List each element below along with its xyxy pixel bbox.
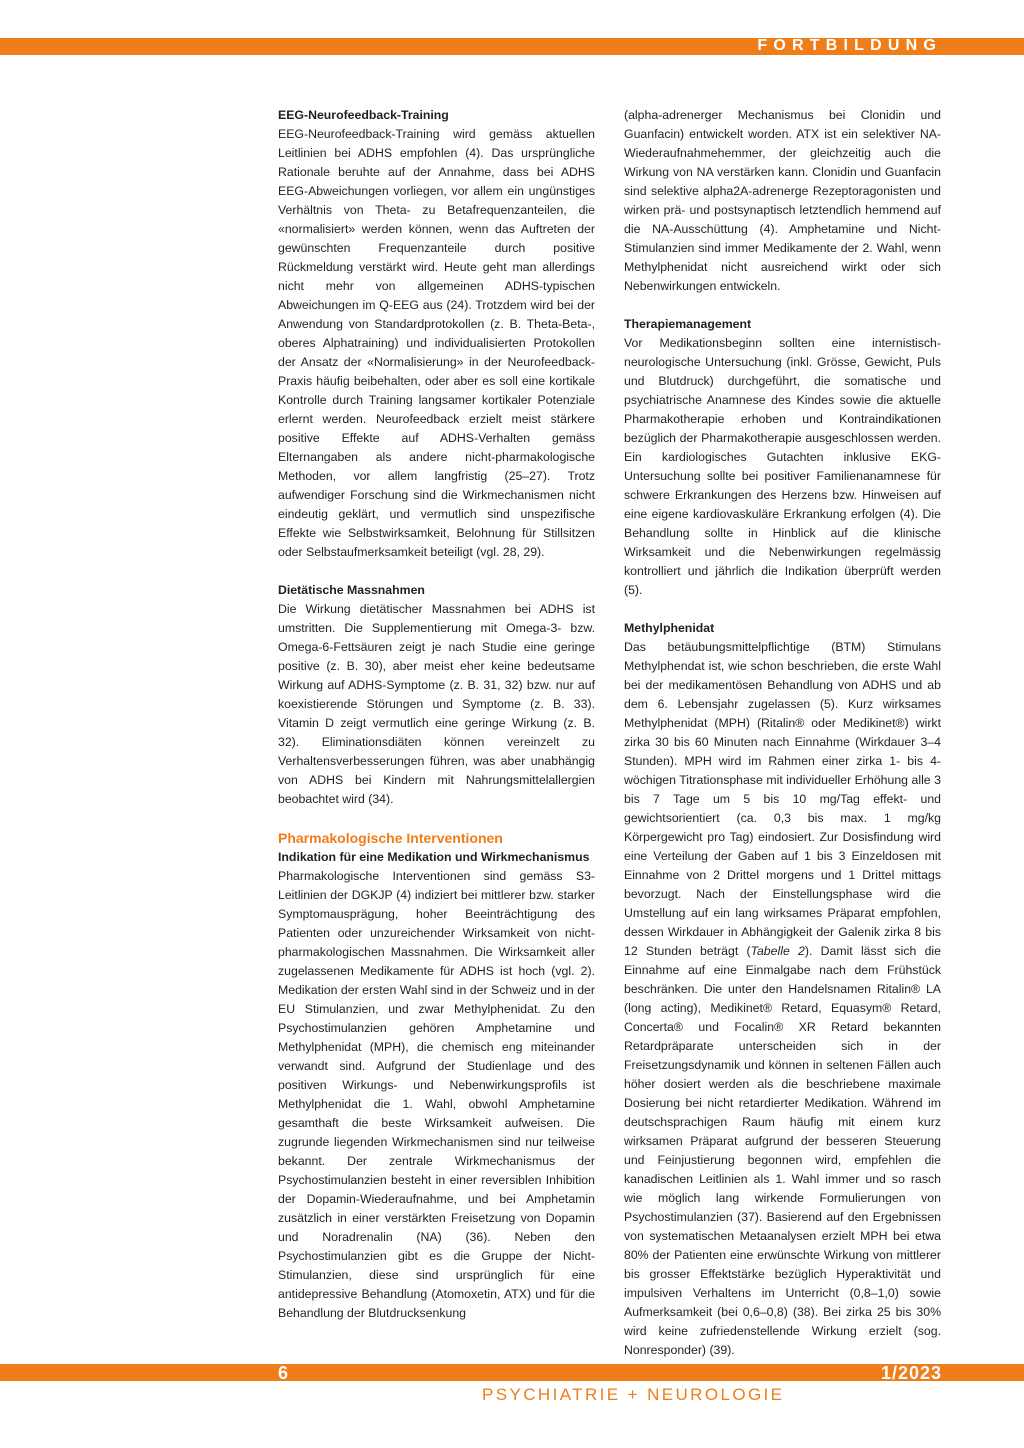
section-label: FORTBILDUNG: [757, 37, 942, 54]
heading-eeg: EEG-Neurofeedback-Training: [278, 108, 449, 122]
bottom-orange-bar: [0, 1364, 1024, 1381]
section-heading-pharma: Pharmakologische Interventionen: [278, 830, 503, 846]
right-column: [624, 106, 941, 1360]
paragraph-eeg: EEG-Neurofeedback-Training wird gemäss aktuellen Leitlinien bei ADHS empfohlen (4). Das ursprüngliche Rationale beruhte auf der Annahme, dass bei ADHS EEG-Abweichungen vorliegen, vor allem ein ungünstiges Verhältnis von Theta- zu Betafrequenzanteilen, die «normalisiert» werden können, wenn das Auftreten der gewünschten Frequenzanteile durch positive Rückmeldung verstärkt wird. Heute geht man allerdings nicht mehr von allgemeinen ADHS-typischen Abweichungen im Q-EEG aus (24). Trotzdem wird bei der Anwendung von Standardprotokollen (z. B. Theta-Beta-, oberes Alphatraining) und individualisierten Protokollen der Ansatz der «Normalisierung» in der Neurofeedback-Praxis häufig beibehalten, oder aber es soll eine kortikale Kontrolle durch Training langsamer kortikaler Potenziale erlernt werden. Neurofeedback erzielt meist stärkere positive Effekte auf ADHS-Verhalten gemäss Elternangaben als andere nicht-pharmakologische Methoden, vor allem langfristig (25–27). Trotz aufwendiger Forschung sind die Wirkmechanismen nicht eindeutig geklärt, und vermutlich sind unspezifische Effekte wie Selbstwirksamkeit, Belohnung für Stillsitzen oder Selbstaufmerksamkeit beteiligt (vgl. 28, 29).: [278, 127, 595, 559]
subheading-indication: Indikation für eine Medikation und Wirkmechanismus: [278, 850, 590, 864]
paragraph-mph: [624, 638, 941, 1360]
issue-number: 1/2023: [880, 1363, 942, 1383]
heading-diet: Dietätische Massnahmen: [278, 583, 425, 597]
heading-therapy: Therapiemanagement: [624, 317, 752, 331]
journal-name: PSYCHIATRIE + NEUROLOGIE: [482, 1385, 785, 1404]
paragraph-continuation: (alpha-adrenerger Mechanismus bei Clonidin und Guanfacin) entwickelt worden. ATX ist ein selektiver NA-Wiederaufnahmehemmer, der gleichzeitig auch die Wirkung von NA verstärken kann. Clonidin und Guanfacin sind selektive alpha2A-adrenerge Rezeptoragonisten und wirken prä- und postsynaptisch letztendlich hemmend auf die NA-Ausschüttung (4). Amphetamine und Nicht-Stimulanzien sind immer Medikamente der 2. Wahl, wenn Methylphenidat nicht ausreichend wirkt oder sich Nebenwirkungen entwickeln.: [624, 108, 941, 293]
page-number: 6: [278, 1363, 289, 1383]
mph-text-after: ). Damit lässt sich die Einnahme auf eine Einmalgabe nach dem Frühstück beschränken. Die unter den Handelsnamen Ritalin® LA (long acting), Medikinet® Retard, Equasym® Retard, Concerta® und Focalin® XR Retard bekannten Retardpräparate unterscheiden sich in der Freisetzungsdynamik und können in seltenen Fällen auch höher dosiert werden als die beschriebene maximale Dosierung bei nicht retardierter Medikation. Während im deutschsprachigen Raum häufig mit einem kurz wirksamen Präparat aufgrund der besseren Steuerung und Feinjustierung begonnen wird, empfehlen die kanadischen Leitlinien als 1. Wahl immer und so rasch wie möglich lang wirkende Formulierungen von Psychostimulanzien (37). Basierend auf den Ergebnissen von systematischen Metaanalysen erzielt MPH bei etwa 80% der Patienten eine erwünschte Wirkung von mittlerer bis grosser Effektstärke bezüglich Hyperaktivität und impulsiven Verhaltens im Unterricht (0,8–1,0) sowie Aufmerksamkeit (bei 0,6–0,8) (38). Bei zirka 25 bis 30% wird keine zufriedenstellende Wirkung erzielt (sog. Nonresponder) (39).: [624, 944, 941, 1357]
paragraph-therapy: Vor Medikationsbeginn sollten eine internistisch-neurologische Untersuchung (inkl. Grösse, Gewicht, Puls und Blutdruck) durchgeführt, die somatische und psychiatrische Anamnese des Kindes sowie die aktuelle Pharmakotherapie erhoben und Kontraindikationen bezüglich der Pharmakotherapie ausgeschlossen werden. Ein kardiologisches Gutachten inklusive EKG-Untersuchung sollte bei positiver Familienanamnese für schwere Erkrankungen des Herzens bzw. Hinweisen auf eine eigene kardiovaskuläre Erkrankung erfolgen (4). Die Behandlung sollte in Hinblick auf die klinische Wirksamkeit und die Nebenwirkungen regelmässig kontrolliert und jährlich die Indikation überprüft werden (5).: [624, 336, 941, 597]
left-column: [278, 106, 595, 1323]
paragraph-diet: Die Wirkung dietätischer Massnahmen bei ADHS ist umstritten. Die Supplementierung mit Omega-3- bzw. Omega-6-Fettsäuren zeigt je nach Studie eine geringe positive (z. B. 30), aber meist eher keine bedeutsame Wirkung auf ADHS-Symptome (z. B. 31, 32) bzw. nur auf koexistierende Störungen und Symptome (z. B. 33). Vitamin D zeigt vermutlich eine geringe Wirkung (z. B. 32). Eliminationsdiäten können vereinzelt zu Verhaltensverbesserungen führen, was aber unabhängig von ADHS bei Kindern mit Nahrungsmittelallergien beobachtet wird (34).: [278, 602, 595, 806]
table-reference: Tabelle 2: [750, 944, 805, 958]
paragraph-pharma: Pharmakologische Interventionen sind gemäss S3-Leitlinien der DGKJP (4) indiziert bei mittlerer bzw. starker Symptomausprägung, hoher Beeinträchtigung des Patienten oder unzureichender Wirksamkeit von nicht-pharmakologischen Massnahmen. Die Wirksamkeit aller zugelassenen Medikamente für ADHS ist hoch (vgl. 2). Medikation der ersten Wahl sind in der Schweiz und in der EU Stimulanzien, und zwar Methylphenidat. Zu den Psychostimulanzien gehören Amphetamine und Methylphenidat (MPH), die chemisch eng miteinander verwandt sind. Aufgrund der Studienlage und des positiven Wirkungs- und Nebenwirkungsprofils ist Methylphenidat die 1. Wahl, obwohl Amphetamine gesamthaft die beste Wirksamkeit aufweisen. Die zugrunde liegenden Wirkmechanismen sind nur teilweise bekannt. Der zentrale Wirkmechanismus der Psychostimulanzien besteht in einer reversiblen Inhibition der Dopamin-Wiederaufnahme, und bei Amphetamin zusätzlich in einer verstärkten Freisetzung von Dopamin und Noradrenalin (NA) (36). Neben den Psychostimulanzien gibt es die Gruppe der Nicht-Stimulanzien, diese sind ursprünglich für eine antidepressive Behandlung (Atomoxetin, ATX) und für die Behandlung der Blutdrucksenkung: [278, 869, 595, 1320]
mph-text-before: Das betäubungsmittelpflichtige (BTM) Stimulans Methylphendat ist, wie schon beschrieben, die erste Wahl bei der medikamentösen Behandlung von ADHS und ab dem 6. Lebensjahr zugelassen (5). Kurz wirksames Methylphenidat (MPH) (Ritalin® oder Medikinet®) wirkt zirka 30 bis 60 Minuten nach Einnahme (Wirkdauer 3–4 Stunden). MPH wird im Rahmen einer zirka 1- bis 4-wöchigen Titrationsphase mit individueller Erhöhung alle 3 bis 7 Tage um 5 bis 10 mg/Tag effekt- und gewichtsorientiert (ca. 0,3 bis max. 1 mg/kg Körpergewicht pro Tag) eindosiert. Zur Dosisfindung wird eine Verteilung der Gaben auf 1 bis 3 Einzeldosen mit Einnahme von 2 Drittel morgens und 1 Drittel mittags bevorzugt. Nach der Einstellungsphase wird die Umstellung auf ein lang wirksames Präparat empfohlen, dessen Wirkdauer in Abhängigkeit der Galenik zirka 8 bis 12 Stunden beträgt (: [624, 640, 941, 958]
heading-mph: Methylphenidat: [624, 621, 715, 635]
